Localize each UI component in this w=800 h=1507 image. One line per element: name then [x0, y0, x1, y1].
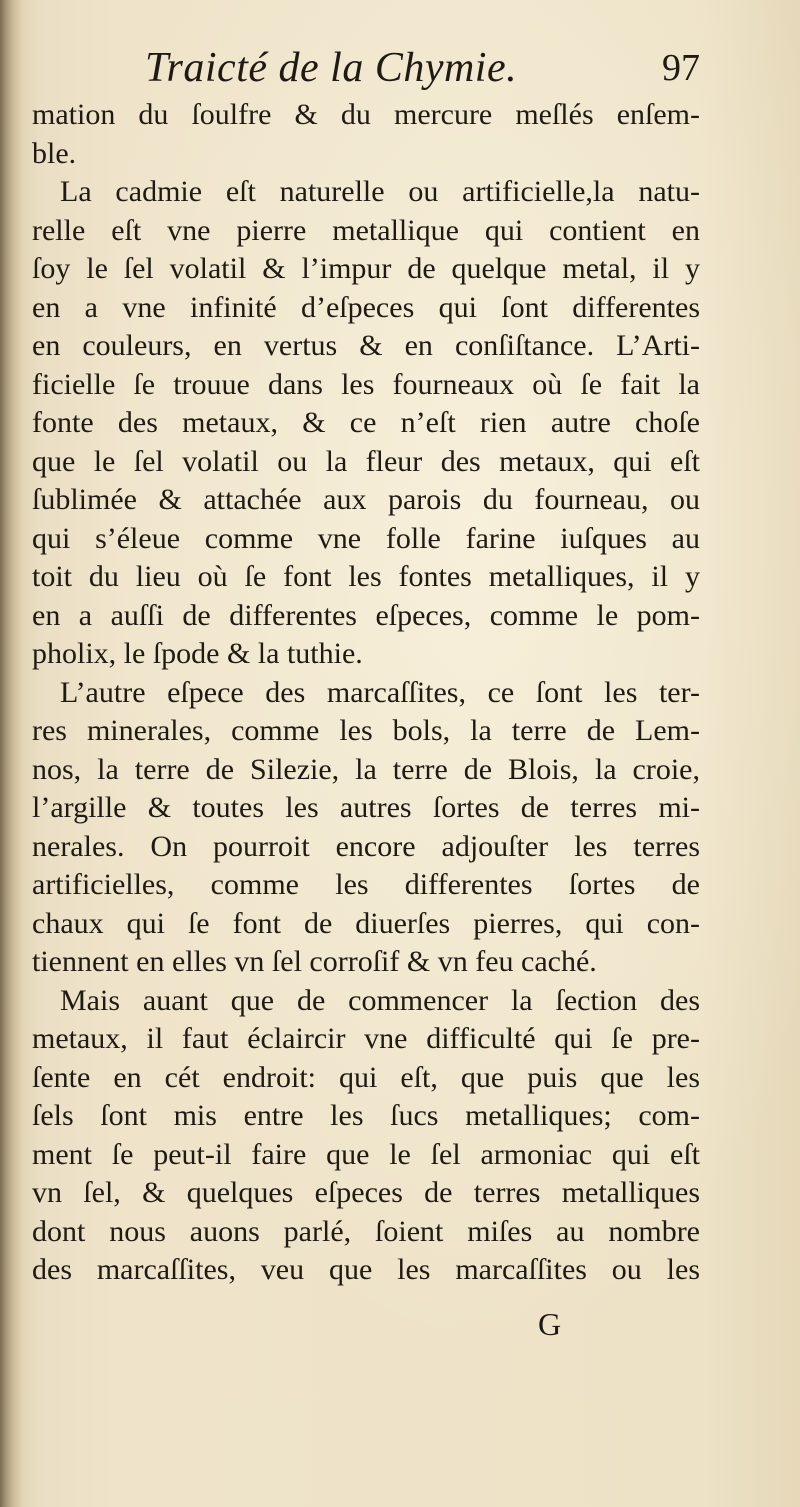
- text-line: Mais auant que de commencer la ſection des: [60, 983, 700, 1017]
- text-line: res minerales, comme les bols, la terre de Lem-: [32, 714, 700, 747]
- text-line: ſente en cét endroit: qui eſt, que puis que les: [32, 1060, 700, 1094]
- text-line: fonte des metaux, & ce n’eſt rien autre choſe: [32, 406, 700, 439]
- text-line: metaux, il faut éclaircir vne difficulté qui ſe pre-: [32, 1022, 700, 1055]
- text-line: ble.: [32, 136, 77, 170]
- page-number: 97: [662, 47, 700, 89]
- running-title: Traicté de la Chymie.: [145, 45, 518, 91]
- text-line: ſoy le ſel volatil & l’impur de quelque metal, il y: [32, 252, 700, 285]
- text-line: nerales. On pourroit encore adjouſter les terres: [32, 829, 700, 863]
- text-line: vn ſel, & quelques eſpeces de terres metalliques: [32, 1176, 700, 1209]
- text-line: des marcaſſites, veu que les marcaſſites ou les: [32, 1253, 700, 1286]
- text-line: artificielles, comme les differentes ſortes de: [32, 868, 700, 901]
- text-line: ſublimée & attachée aux parois du fourneau, ou: [32, 483, 700, 516]
- text-line: toit du lieu où ſe font les fontes metalliques, il y: [32, 560, 700, 593]
- text-line: que le ſel volatil ou la fleur des metaux, qui eſt: [32, 444, 700, 478]
- text-line: dont nous auons parlé, ſoient miſes au nombre: [32, 1214, 700, 1248]
- text-line: en a vne infinité d’eſpeces qui ſont differentes: [32, 290, 700, 324]
- text-line: l’argille & toutes les autres ſortes de terres mi-: [32, 791, 700, 824]
- text-line: chaux qui ſe font de diuerſes pierres, qui con-: [32, 906, 700, 940]
- signature-mark: G: [538, 1306, 562, 1342]
- text-line: nos, la terre de Silezie, la terre de Blois, la croie,: [32, 752, 700, 786]
- text-line: ficielle ſe trouue dans les fourneaux où ſe fait la: [32, 367, 700, 401]
- text-line: L’autre eſpece des marcaſſites, ce ſont les ter-: [60, 675, 700, 709]
- text-line: ment ſe peut-il faire que le ſel armoniac qui eſt: [32, 1137, 700, 1171]
- text-line: relle eſt vne pierre metallique qui contient en: [32, 213, 700, 247]
- text-line: tiennent en elles vn ſel corroſif & vn feu caché.: [32, 945, 597, 978]
- page-header: [40, 40, 700, 100]
- text-line: en a auſſi de differentes eſpeces, comme le pom-: [32, 598, 700, 632]
- binding-gutter: [0, 0, 22, 1507]
- body-text: [32, 96, 700, 1356]
- text-line: qui s’éleue comme vne folle farine iuſques au: [32, 521, 700, 555]
- text-line: La cadmie eſt naturelle ou artificielle,la natu-: [60, 175, 700, 208]
- text-line: pholix, le ſpode & la tuthie.: [32, 637, 363, 670]
- text-line: en couleurs, en vertus & en conſiſtance. L’Arti-: [32, 329, 700, 362]
- text-line: mation du ſoulfre & du mercure meſlés enſem-: [32, 98, 700, 131]
- text-line: ſels ſont mis entre les ſucs metalliques; com-: [32, 1099, 700, 1132]
